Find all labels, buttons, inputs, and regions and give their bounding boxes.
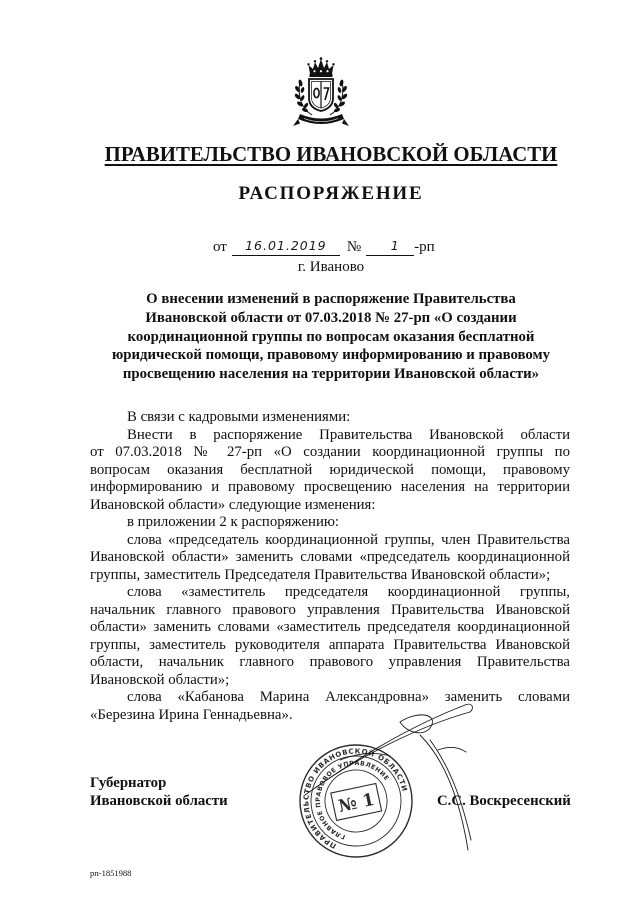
document-date-number [213,238,435,256]
document-body [90,409,570,724]
body-line: Ивановской области»; [90,671,230,688]
body-line: слова «заместитель председателя координационной группы, [127,584,570,600]
number-field [366,238,414,256]
date-field [232,238,340,256]
body-line: Ивановской области» следующие изменения: [90,496,376,513]
stamp-outer-text: ПРАВИТЕЛЬСТВО ИВАНОВСКОЙ ОБЛАСТИ [302,747,409,850]
body-line: области» заменить словами «заместитель председателя координационной [90,619,570,635]
date-prefix: от [213,239,227,255]
body-line: группы, заместитель Председателя Правительства Ивановской области»; [90,566,551,583]
body-line: Ивановской области» заменить словами «председатель координационной [90,549,570,565]
title-line: О внесении изменений в распоряжение Правительства [146,291,516,307]
body-line: вопросам оказания бесплатной юридической помощи, правовому [90,461,570,478]
body-paragraph [90,689,570,724]
document-code: рп-1851988 [90,868,132,878]
signatory-position-line: Ивановской области [90,793,228,809]
handwritten-number: 1 [390,238,400,253]
title-line: просвещению населения на территории Ивановской области» [122,366,540,382]
body-paragraph [90,514,570,532]
body-line: в приложении 2 к распоряжению: [127,514,340,530]
body-line: слова «Кабанова Марина Александровна» заменить словами [127,689,570,705]
body-line: слова «председатель координационной группы, член Правительства [127,531,570,548]
signatory-position-line: Губернатор [90,775,167,791]
body-paragraph [90,584,570,689]
body-line: начальник главного правового управления Правительства Ивановской [90,601,570,618]
signatory-name: С.С. Воскресенский [437,793,571,809]
handwritten-date: 16.01.2019 [245,238,327,253]
body-line: от 07.03.2018 № 27-рп «О создании координационной группы по [90,444,570,460]
official-stamp-icon [290,735,423,865]
body-paragraph [90,409,570,427]
svg-text:ГЛАВНОЕ ПРАВОВОЕ УПРАВЛЕНИЕ [307,753,400,845]
stamp-inner-text: ГЛАВНОЕ ПРАВОВОЕ УПРАВЛЕНИЕ [314,759,391,841]
handwritten-signature-icon [305,704,472,850]
body-line: В связи с кадровыми изменениями: [127,409,351,425]
signatory-position [90,774,228,810]
document-type: РАСПОРЯЖЕНИЕ [238,183,424,204]
body-line: «Березина Ирина Геннадьевна». [90,706,293,723]
number-prefix: № [346,239,362,255]
body-paragraph [90,532,570,585]
title-line: координационной группы по вопросам оказания бесплатной [127,328,535,345]
organization-title: ПРАВИТЕЛЬСТВО ИВАНОВСКОЙ ОБЛАСТИ [104,143,558,166]
title-line: юридической помощи, правовому информированию и правовому [111,347,551,364]
stamp-center-text: № 1 [336,789,377,817]
number-suffix: -рп [414,239,435,255]
document-title [90,290,572,384]
body-line: информированию и правовому просвещению населения на территории [90,479,570,495]
body-line: области, начальник главного правового управления Правительства [90,654,570,670]
coat-of-arms-icon [288,57,354,129]
svg-text:ПРАВИТЕЛЬСТВО ИВАНОВСКОЙ ОБЛАС [292,738,417,855]
body-paragraph [90,427,570,515]
place-of-issue: г. Иваново [297,259,365,275]
title-line: Ивановской области от 07.03.2018 № 27-рп «О создании [145,309,517,326]
body-line: Внести в распоряжение Правительства Ивановской области [127,426,570,443]
body-line: группы, заместитель руководителя аппарата Правительства Ивановской [90,636,570,653]
